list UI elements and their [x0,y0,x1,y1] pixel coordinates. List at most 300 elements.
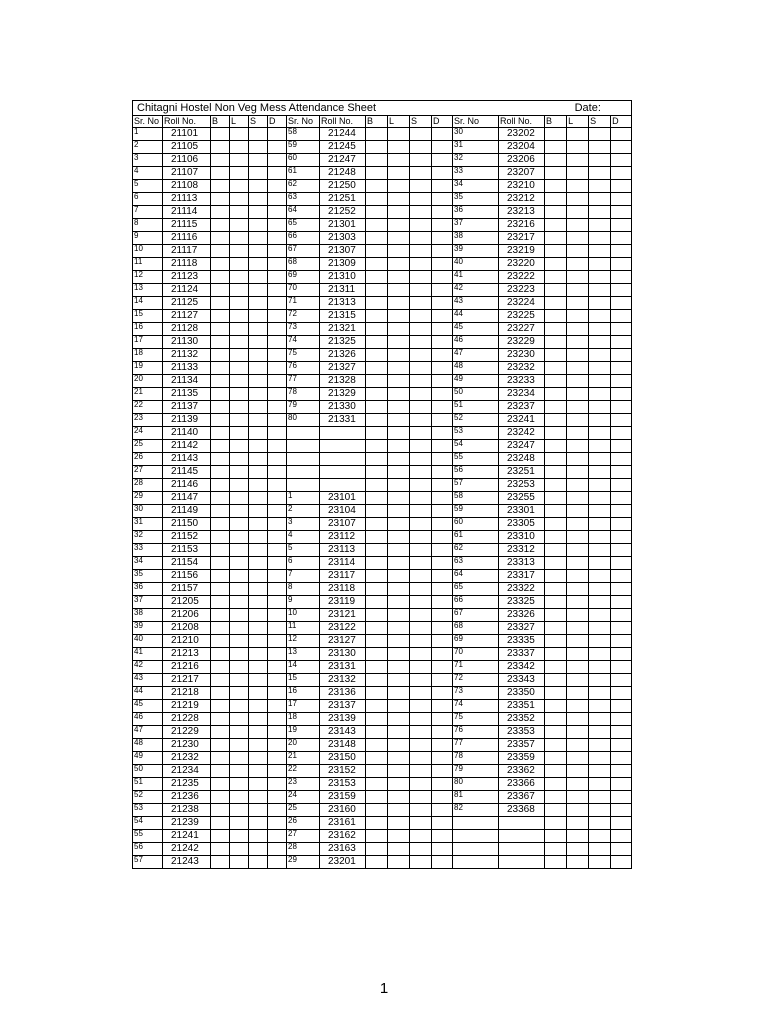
snacks-attendance-cell[interactable] [410,388,432,401]
lunch-attendance-cell[interactable] [230,700,249,713]
breakfast-attendance-cell[interactable] [211,440,230,453]
breakfast-attendance-cell[interactable] [545,479,567,492]
breakfast-attendance-cell[interactable] [211,518,230,531]
lunch-attendance-cell[interactable] [567,388,589,401]
lunch-attendance-cell[interactable] [230,765,249,778]
snacks-attendance-cell[interactable] [589,570,611,583]
dinner-attendance-cell[interactable] [432,401,453,414]
lunch-attendance-cell[interactable] [567,310,589,323]
dinner-attendance-cell[interactable] [611,817,632,830]
snacks-attendance-cell[interactable] [589,752,611,765]
dinner-attendance-cell[interactable] [432,830,453,843]
breakfast-attendance-cell[interactable] [211,505,230,518]
breakfast-attendance-cell[interactable] [366,284,388,297]
dinner-attendance-cell[interactable] [432,388,453,401]
dinner-attendance-cell[interactable] [611,180,632,193]
lunch-attendance-cell[interactable] [388,518,410,531]
lunch-attendance-cell[interactable] [230,310,249,323]
lunch-attendance-cell[interactable] [567,479,589,492]
dinner-attendance-cell[interactable] [432,778,453,791]
dinner-attendance-cell[interactable] [611,466,632,479]
snacks-attendance-cell[interactable] [249,401,268,414]
breakfast-attendance-cell[interactable] [366,544,388,557]
breakfast-attendance-cell[interactable] [366,401,388,414]
lunch-attendance-cell[interactable] [388,453,410,466]
lunch-attendance-cell[interactable] [230,583,249,596]
breakfast-attendance-cell[interactable] [545,622,567,635]
snacks-attendance-cell[interactable] [249,531,268,544]
breakfast-attendance-cell[interactable] [366,479,388,492]
dinner-attendance-cell[interactable] [268,232,287,245]
breakfast-attendance-cell[interactable] [366,687,388,700]
snacks-attendance-cell[interactable] [410,245,432,258]
snacks-attendance-cell[interactable] [589,245,611,258]
lunch-attendance-cell[interactable] [567,323,589,336]
dinner-attendance-cell[interactable] [268,466,287,479]
lunch-attendance-cell[interactable] [230,258,249,271]
lunch-attendance-cell[interactable] [567,492,589,505]
dinner-attendance-cell[interactable] [611,570,632,583]
lunch-attendance-cell[interactable] [230,622,249,635]
dinner-attendance-cell[interactable] [432,180,453,193]
snacks-attendance-cell[interactable] [589,453,611,466]
snacks-attendance-cell[interactable] [249,752,268,765]
dinner-attendance-cell[interactable] [268,557,287,570]
lunch-attendance-cell[interactable] [388,687,410,700]
dinner-attendance-cell[interactable] [268,141,287,154]
breakfast-attendance-cell[interactable] [545,167,567,180]
breakfast-attendance-cell[interactable] [545,752,567,765]
dinner-attendance-cell[interactable] [268,531,287,544]
lunch-attendance-cell[interactable] [567,466,589,479]
lunch-attendance-cell[interactable] [388,141,410,154]
lunch-attendance-cell[interactable] [388,258,410,271]
snacks-attendance-cell[interactable] [249,180,268,193]
dinner-attendance-cell[interactable] [432,284,453,297]
snacks-attendance-cell[interactable] [249,713,268,726]
dinner-attendance-cell[interactable] [611,492,632,505]
lunch-attendance-cell[interactable] [230,778,249,791]
dinner-attendance-cell[interactable] [432,375,453,388]
lunch-attendance-cell[interactable] [388,817,410,830]
dinner-attendance-cell[interactable] [268,635,287,648]
dinner-attendance-cell[interactable] [611,531,632,544]
breakfast-attendance-cell[interactable] [545,362,567,375]
breakfast-attendance-cell[interactable] [211,557,230,570]
snacks-attendance-cell[interactable] [249,466,268,479]
breakfast-attendance-cell[interactable] [545,544,567,557]
breakfast-attendance-cell[interactable] [545,180,567,193]
dinner-attendance-cell[interactable] [611,271,632,284]
snacks-attendance-cell[interactable] [410,401,432,414]
breakfast-attendance-cell[interactable] [211,765,230,778]
dinner-attendance-cell[interactable] [611,635,632,648]
lunch-attendance-cell[interactable] [567,336,589,349]
dinner-attendance-cell[interactable] [268,583,287,596]
lunch-attendance-cell[interactable] [230,388,249,401]
snacks-attendance-cell[interactable] [410,739,432,752]
breakfast-attendance-cell[interactable] [545,492,567,505]
breakfast-attendance-cell[interactable] [211,128,230,141]
snacks-attendance-cell[interactable] [410,713,432,726]
snacks-attendance-cell[interactable] [249,557,268,570]
lunch-attendance-cell[interactable] [567,765,589,778]
snacks-attendance-cell[interactable] [249,193,268,206]
snacks-attendance-cell[interactable] [410,674,432,687]
snacks-attendance-cell[interactable] [249,336,268,349]
lunch-attendance-cell[interactable] [388,167,410,180]
dinner-attendance-cell[interactable] [611,388,632,401]
snacks-attendance-cell[interactable] [589,583,611,596]
dinner-attendance-cell[interactable] [432,453,453,466]
breakfast-attendance-cell[interactable] [366,414,388,427]
breakfast-attendance-cell[interactable] [211,479,230,492]
dinner-attendance-cell[interactable] [611,804,632,817]
lunch-attendance-cell[interactable] [230,557,249,570]
dinner-attendance-cell[interactable] [611,375,632,388]
lunch-attendance-cell[interactable] [388,479,410,492]
lunch-attendance-cell[interactable] [388,622,410,635]
breakfast-attendance-cell[interactable] [545,128,567,141]
dinner-attendance-cell[interactable] [432,245,453,258]
breakfast-attendance-cell[interactable] [545,700,567,713]
snacks-attendance-cell[interactable] [249,271,268,284]
breakfast-attendance-cell[interactable] [211,154,230,167]
breakfast-attendance-cell[interactable] [366,180,388,193]
dinner-attendance-cell[interactable] [268,518,287,531]
lunch-attendance-cell[interactable] [388,713,410,726]
lunch-attendance-cell[interactable] [567,219,589,232]
breakfast-attendance-cell[interactable] [211,453,230,466]
snacks-attendance-cell[interactable] [249,128,268,141]
breakfast-attendance-cell[interactable] [545,427,567,440]
snacks-attendance-cell[interactable] [410,440,432,453]
dinner-attendance-cell[interactable] [432,518,453,531]
lunch-attendance-cell[interactable] [230,128,249,141]
breakfast-attendance-cell[interactable] [211,609,230,622]
lunch-attendance-cell[interactable] [230,661,249,674]
breakfast-attendance-cell[interactable] [211,466,230,479]
lunch-attendance-cell[interactable] [230,791,249,804]
lunch-attendance-cell[interactable] [230,245,249,258]
dinner-attendance-cell[interactable] [611,505,632,518]
lunch-attendance-cell[interactable] [388,232,410,245]
breakfast-attendance-cell[interactable] [366,141,388,154]
lunch-attendance-cell[interactable] [230,362,249,375]
dinner-attendance-cell[interactable] [268,440,287,453]
snacks-attendance-cell[interactable] [589,856,611,869]
dinner-attendance-cell[interactable] [268,726,287,739]
snacks-attendance-cell[interactable] [410,531,432,544]
snacks-attendance-cell[interactable] [410,310,432,323]
breakfast-attendance-cell[interactable] [366,154,388,167]
snacks-attendance-cell[interactable] [410,765,432,778]
lunch-attendance-cell[interactable] [388,219,410,232]
dinner-attendance-cell[interactable] [268,388,287,401]
lunch-attendance-cell[interactable] [388,401,410,414]
lunch-attendance-cell[interactable] [388,492,410,505]
dinner-attendance-cell[interactable] [268,336,287,349]
breakfast-attendance-cell[interactable] [211,245,230,258]
dinner-attendance-cell[interactable] [432,570,453,583]
breakfast-attendance-cell[interactable] [211,167,230,180]
lunch-attendance-cell[interactable] [230,427,249,440]
lunch-attendance-cell[interactable] [567,843,589,856]
dinner-attendance-cell[interactable] [611,739,632,752]
dinner-attendance-cell[interactable] [432,843,453,856]
snacks-attendance-cell[interactable] [410,154,432,167]
breakfast-attendance-cell[interactable] [366,674,388,687]
breakfast-attendance-cell[interactable] [211,713,230,726]
snacks-attendance-cell[interactable] [249,479,268,492]
dinner-attendance-cell[interactable] [611,700,632,713]
dinner-attendance-cell[interactable] [611,427,632,440]
dinner-attendance-cell[interactable] [611,453,632,466]
snacks-attendance-cell[interactable] [249,765,268,778]
snacks-attendance-cell[interactable] [410,505,432,518]
lunch-attendance-cell[interactable] [567,648,589,661]
dinner-attendance-cell[interactable] [268,648,287,661]
breakfast-attendance-cell[interactable] [545,518,567,531]
lunch-attendance-cell[interactable] [230,804,249,817]
dinner-attendance-cell[interactable] [432,583,453,596]
lunch-attendance-cell[interactable] [388,596,410,609]
breakfast-attendance-cell[interactable] [545,245,567,258]
lunch-attendance-cell[interactable] [230,479,249,492]
snacks-attendance-cell[interactable] [249,258,268,271]
lunch-attendance-cell[interactable] [230,440,249,453]
breakfast-attendance-cell[interactable] [545,193,567,206]
lunch-attendance-cell[interactable] [388,648,410,661]
lunch-attendance-cell[interactable] [567,557,589,570]
breakfast-attendance-cell[interactable] [545,726,567,739]
snacks-attendance-cell[interactable] [410,609,432,622]
lunch-attendance-cell[interactable] [567,375,589,388]
breakfast-attendance-cell[interactable] [545,232,567,245]
lunch-attendance-cell[interactable] [388,778,410,791]
lunch-attendance-cell[interactable] [388,765,410,778]
lunch-attendance-cell[interactable] [388,505,410,518]
dinner-attendance-cell[interactable] [432,791,453,804]
dinner-attendance-cell[interactable] [611,609,632,622]
snacks-attendance-cell[interactable] [589,505,611,518]
snacks-attendance-cell[interactable] [589,297,611,310]
breakfast-attendance-cell[interactable] [545,674,567,687]
breakfast-attendance-cell[interactable] [545,388,567,401]
lunch-attendance-cell[interactable] [388,336,410,349]
lunch-attendance-cell[interactable] [567,726,589,739]
snacks-attendance-cell[interactable] [249,609,268,622]
snacks-attendance-cell[interactable] [589,284,611,297]
snacks-attendance-cell[interactable] [589,401,611,414]
breakfast-attendance-cell[interactable] [545,531,567,544]
snacks-attendance-cell[interactable] [589,843,611,856]
lunch-attendance-cell[interactable] [388,388,410,401]
dinner-attendance-cell[interactable] [268,310,287,323]
breakfast-attendance-cell[interactable] [545,336,567,349]
lunch-attendance-cell[interactable] [230,752,249,765]
dinner-attendance-cell[interactable] [611,167,632,180]
dinner-attendance-cell[interactable] [432,271,453,284]
breakfast-attendance-cell[interactable] [545,791,567,804]
breakfast-attendance-cell[interactable] [211,700,230,713]
breakfast-attendance-cell[interactable] [366,232,388,245]
breakfast-attendance-cell[interactable] [211,856,230,869]
snacks-attendance-cell[interactable] [410,622,432,635]
breakfast-attendance-cell[interactable] [366,388,388,401]
snacks-attendance-cell[interactable] [410,271,432,284]
lunch-attendance-cell[interactable] [567,583,589,596]
breakfast-attendance-cell[interactable] [366,362,388,375]
dinner-attendance-cell[interactable] [611,349,632,362]
breakfast-attendance-cell[interactable] [545,206,567,219]
dinner-attendance-cell[interactable] [432,349,453,362]
snacks-attendance-cell[interactable] [410,232,432,245]
breakfast-attendance-cell[interactable] [366,323,388,336]
lunch-attendance-cell[interactable] [230,726,249,739]
lunch-attendance-cell[interactable] [388,570,410,583]
dinner-attendance-cell[interactable] [611,557,632,570]
breakfast-attendance-cell[interactable] [211,752,230,765]
lunch-attendance-cell[interactable] [388,661,410,674]
dinner-attendance-cell[interactable] [432,765,453,778]
snacks-attendance-cell[interactable] [589,258,611,271]
snacks-attendance-cell[interactable] [249,674,268,687]
dinner-attendance-cell[interactable] [268,349,287,362]
lunch-attendance-cell[interactable] [388,297,410,310]
snacks-attendance-cell[interactable] [249,505,268,518]
snacks-attendance-cell[interactable] [249,232,268,245]
dinner-attendance-cell[interactable] [611,687,632,700]
snacks-attendance-cell[interactable] [410,752,432,765]
dinner-attendance-cell[interactable] [611,310,632,323]
lunch-attendance-cell[interactable] [567,258,589,271]
breakfast-attendance-cell[interactable] [366,661,388,674]
snacks-attendance-cell[interactable] [249,856,268,869]
dinner-attendance-cell[interactable] [611,336,632,349]
breakfast-attendance-cell[interactable] [545,453,567,466]
breakfast-attendance-cell[interactable] [366,765,388,778]
breakfast-attendance-cell[interactable] [211,843,230,856]
dinner-attendance-cell[interactable] [432,557,453,570]
dinner-attendance-cell[interactable] [432,362,453,375]
lunch-attendance-cell[interactable] [230,349,249,362]
lunch-attendance-cell[interactable] [567,349,589,362]
breakfast-attendance-cell[interactable] [366,778,388,791]
breakfast-attendance-cell[interactable] [366,128,388,141]
snacks-attendance-cell[interactable] [410,466,432,479]
lunch-attendance-cell[interactable] [567,245,589,258]
snacks-attendance-cell[interactable] [249,453,268,466]
lunch-attendance-cell[interactable] [230,323,249,336]
dinner-attendance-cell[interactable] [611,128,632,141]
dinner-attendance-cell[interactable] [611,791,632,804]
dinner-attendance-cell[interactable] [432,700,453,713]
lunch-attendance-cell[interactable] [567,180,589,193]
snacks-attendance-cell[interactable] [410,427,432,440]
breakfast-attendance-cell[interactable] [366,258,388,271]
dinner-attendance-cell[interactable] [268,700,287,713]
dinner-attendance-cell[interactable] [432,752,453,765]
snacks-attendance-cell[interactable] [410,167,432,180]
lunch-attendance-cell[interactable] [230,414,249,427]
snacks-attendance-cell[interactable] [249,622,268,635]
dinner-attendance-cell[interactable] [611,544,632,557]
dinner-attendance-cell[interactable] [432,232,453,245]
breakfast-attendance-cell[interactable] [211,726,230,739]
lunch-attendance-cell[interactable] [230,635,249,648]
dinner-attendance-cell[interactable] [268,323,287,336]
breakfast-attendance-cell[interactable] [211,583,230,596]
snacks-attendance-cell[interactable] [410,479,432,492]
snacks-attendance-cell[interactable] [410,635,432,648]
dinner-attendance-cell[interactable] [268,258,287,271]
breakfast-attendance-cell[interactable] [211,375,230,388]
snacks-attendance-cell[interactable] [249,141,268,154]
dinner-attendance-cell[interactable] [611,726,632,739]
dinner-attendance-cell[interactable] [432,531,453,544]
lunch-attendance-cell[interactable] [388,843,410,856]
lunch-attendance-cell[interactable] [567,167,589,180]
lunch-attendance-cell[interactable] [567,362,589,375]
breakfast-attendance-cell[interactable] [545,375,567,388]
lunch-attendance-cell[interactable] [567,700,589,713]
lunch-attendance-cell[interactable] [388,609,410,622]
breakfast-attendance-cell[interactable] [211,531,230,544]
lunch-attendance-cell[interactable] [388,284,410,297]
snacks-attendance-cell[interactable] [589,596,611,609]
breakfast-attendance-cell[interactable] [545,401,567,414]
snacks-attendance-cell[interactable] [410,648,432,661]
snacks-attendance-cell[interactable] [249,843,268,856]
dinner-attendance-cell[interactable] [432,804,453,817]
snacks-attendance-cell[interactable] [589,531,611,544]
dinner-attendance-cell[interactable] [611,141,632,154]
lunch-attendance-cell[interactable] [388,557,410,570]
dinner-attendance-cell[interactable] [611,258,632,271]
lunch-attendance-cell[interactable] [230,570,249,583]
snacks-attendance-cell[interactable] [249,492,268,505]
snacks-attendance-cell[interactable] [249,349,268,362]
lunch-attendance-cell[interactable] [567,427,589,440]
dinner-attendance-cell[interactable] [268,674,287,687]
dinner-attendance-cell[interactable] [432,440,453,453]
lunch-attendance-cell[interactable] [388,440,410,453]
snacks-attendance-cell[interactable] [249,284,268,297]
breakfast-attendance-cell[interactable] [545,713,567,726]
lunch-attendance-cell[interactable] [388,830,410,843]
lunch-attendance-cell[interactable] [567,453,589,466]
snacks-attendance-cell[interactable] [249,648,268,661]
snacks-attendance-cell[interactable] [589,375,611,388]
snacks-attendance-cell[interactable] [589,544,611,557]
lunch-attendance-cell[interactable] [230,141,249,154]
lunch-attendance-cell[interactable] [230,609,249,622]
breakfast-attendance-cell[interactable] [366,505,388,518]
lunch-attendance-cell[interactable] [230,154,249,167]
dinner-attendance-cell[interactable] [611,518,632,531]
dinner-attendance-cell[interactable] [611,362,632,375]
dinner-attendance-cell[interactable] [432,817,453,830]
lunch-attendance-cell[interactable] [230,596,249,609]
breakfast-attendance-cell[interactable] [211,414,230,427]
lunch-attendance-cell[interactable] [230,453,249,466]
snacks-attendance-cell[interactable] [589,336,611,349]
lunch-attendance-cell[interactable] [230,674,249,687]
snacks-attendance-cell[interactable] [410,284,432,297]
lunch-attendance-cell[interactable] [230,180,249,193]
snacks-attendance-cell[interactable] [589,687,611,700]
